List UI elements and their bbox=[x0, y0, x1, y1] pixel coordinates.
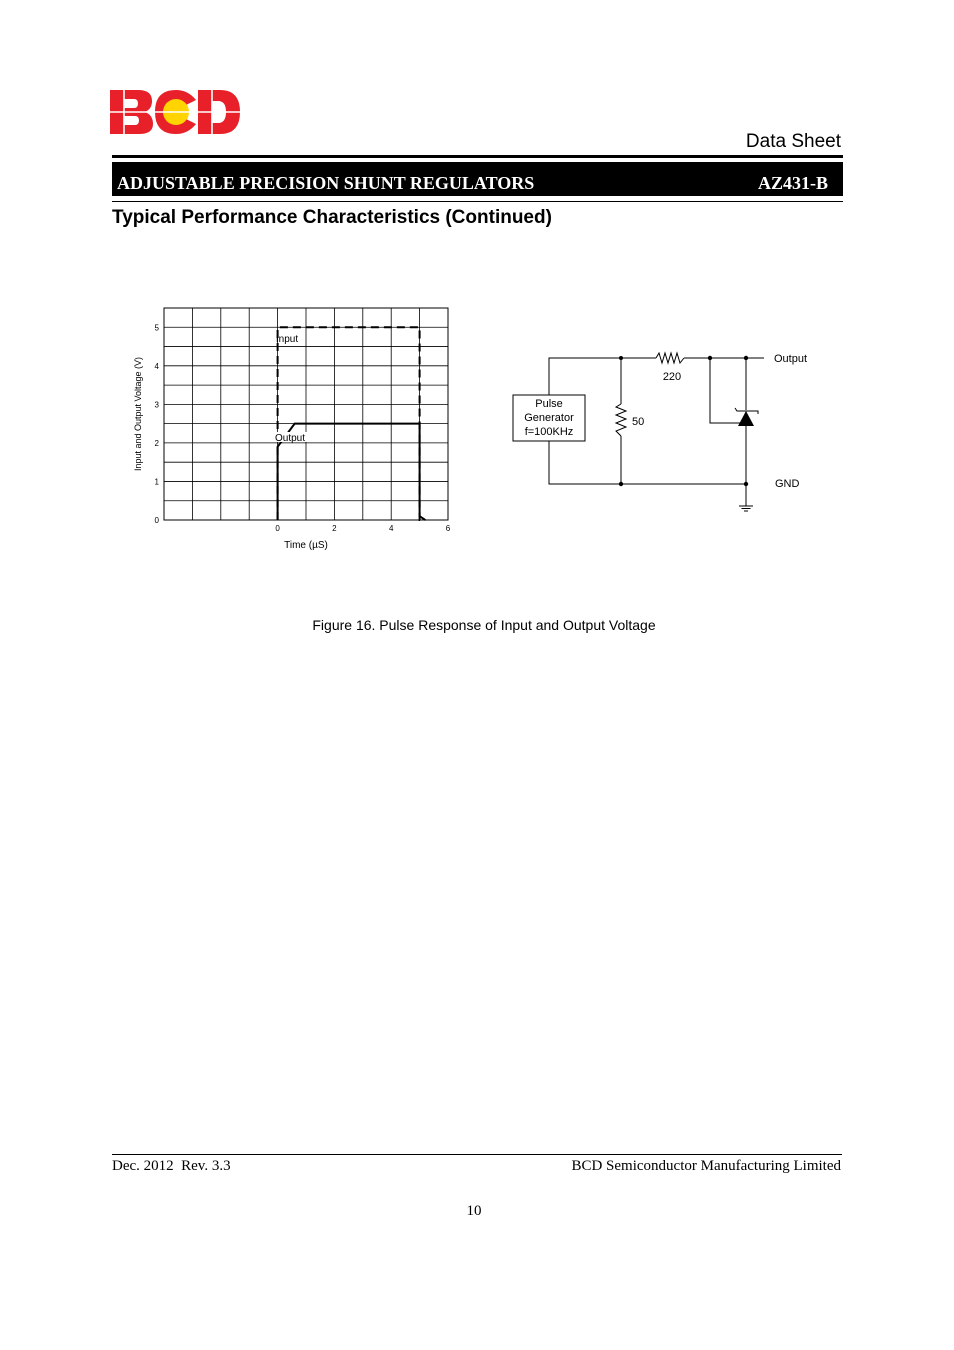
doc-type-label: Data Sheet bbox=[745, 131, 841, 152]
resistor-50 bbox=[616, 404, 626, 436]
x-tick-label: 6 bbox=[445, 524, 451, 533]
chart-ticks bbox=[155, 323, 451, 533]
footer-date-rev: Dec. 2012 Rev. 3.3 bbox=[112, 1158, 231, 1174]
series-label-input: Input bbox=[275, 334, 299, 345]
resistor-220 bbox=[656, 353, 684, 363]
footer-rule bbox=[112, 1154, 842, 1155]
y-tick-label: 4 bbox=[154, 361, 159, 371]
resistor-220-label: 220 bbox=[662, 371, 682, 383]
x-tick-label: 2 bbox=[332, 524, 337, 533]
y-tick-label: 5 bbox=[154, 323, 159, 333]
figure-caption: Figure 16. Pulse Response of Input and Output Voltage bbox=[312, 617, 656, 633]
x-tick-label: 0 bbox=[275, 524, 280, 533]
y-axis-label: Input and Output Voltage (V) bbox=[133, 356, 143, 472]
pulse-generator-label-2: Generator bbox=[524, 412, 574, 424]
y-tick-label: 3 bbox=[154, 400, 159, 410]
ground-icon bbox=[739, 506, 753, 511]
title-banner bbox=[112, 162, 843, 196]
section-title: Typical Performance Characteristics (Continued) bbox=[112, 207, 552, 228]
chart-grid bbox=[164, 308, 448, 520]
banner-title: ADJUSTABLE PRECISION SHUNT REGULATORS bbox=[117, 173, 535, 193]
x-tick-label: 4 bbox=[388, 524, 394, 533]
header-rule bbox=[112, 155, 843, 158]
footer-company: BCD Semiconductor Manufacturing Limited bbox=[571, 1158, 841, 1174]
y-tick-label: 0 bbox=[154, 516, 159, 525]
shunt-regulator-symbol bbox=[738, 411, 754, 426]
figure-16 bbox=[120, 290, 840, 570]
chart-series bbox=[275, 327, 426, 520]
part-number: AZ431-B bbox=[757, 173, 828, 193]
series-label-output: Output bbox=[274, 433, 306, 444]
resistor-50-label: 50 bbox=[632, 416, 645, 428]
gnd-terminal-label: GND bbox=[775, 478, 800, 490]
bcd-logo bbox=[110, 88, 242, 136]
output-terminal-label: Output bbox=[774, 353, 808, 365]
pulse-generator-label-1: Pulse bbox=[535, 398, 563, 410]
y-tick-label: 2 bbox=[154, 438, 159, 448]
y-tick-label: 1 bbox=[154, 477, 159, 487]
page-number: 10 bbox=[466, 1203, 482, 1219]
pulse-generator-label-3: f=100KHz bbox=[524, 426, 574, 438]
header-rule-thin bbox=[112, 201, 843, 202]
x-axis-label: Time (µS) bbox=[284, 540, 328, 551]
